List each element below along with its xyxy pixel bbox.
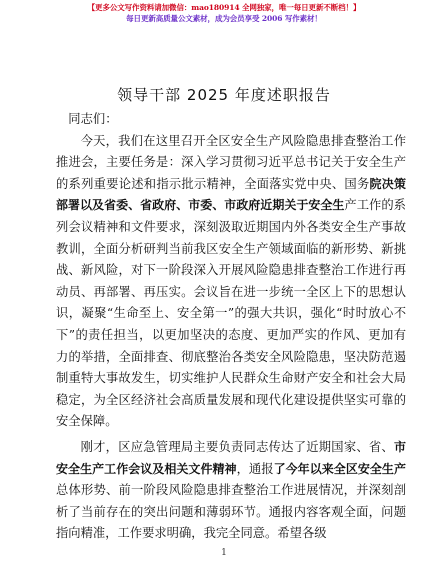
paragraph-2-bold-1: 市安全生产工作会议及相关文件精神 [56,439,406,476]
paragraph-2-bold-2: 了今年以来全区安全生产 [273,461,406,476]
paragraph-1-bold: 院决策部署以及省委、省政府、市委、市政府近期关于安全生 [56,176,406,213]
promo-banner [0,3,448,24]
paragraph-1-lead: 今天，我们在这里召开全区安全生产风险隐患排查整治工作推进会，主要任务是：深入学习贯彻习近平总书记关于安全生产的系列重要论述和指示批示精神，全面落实党中央、国务 [56,133,406,191]
paragraph-2-lead: 刚才，区应急管理局主要负责同志传达了近期国家、省、 [80,439,394,454]
document-title: 领导干部 2025 年度述职报告 [117,86,331,104]
promo-line-2: 每日更新高质量公文素材，成为会员享受 2006 写作素材！ [126,13,322,23]
paragraph-1-rest: 产工作的系列会议精神和文件要求，深刻汲取近期国内外各类安全生产事故教训，全面分析研判当前我区安全生产领域面临的新形势、新挑战、新风险，对下一阶段深入开展风险隐患排查整治工作进行再动员、再部署、再压实。会议旨在进一步统一全区上下的思想认识，凝聚“生命至上、安全第一”的强大共识，强化“时时放心不下”的责任担当，以更加坚决的态度、更加严实的作风、更加有力的举措，全面排查、彻底整治各类安全风险隐患，坚决防范遏制重特大事故发生，切实维护人民群众生命财产安全和社会大局稳定，为全区经济社会高质量发展和现代化建设提供坚实可靠的安全保障。 [56,198,406,429]
paragraph-2 [56,437,406,545]
promo-line-1: 【更多公文写作资料请加微信：mao180914 全网独家，唯一每日更新不断档！】 [87,3,361,12]
paragraph-2-rest: 总体形势、前一阶段风险隐患排查整治工作进展情况，并深刻剖析了当前存在的突出问题和薄弱环节。通报内容客观全面，问题指向精准，工作要求明确，我完全同意。希望各级 [56,483,406,541]
document-body [56,109,406,545]
paragraph-2-mid: ，通报 [236,461,274,476]
page-number: 1 [221,548,227,558]
salutation: 同志们： [68,112,118,126]
paragraph-1 [56,131,406,433]
